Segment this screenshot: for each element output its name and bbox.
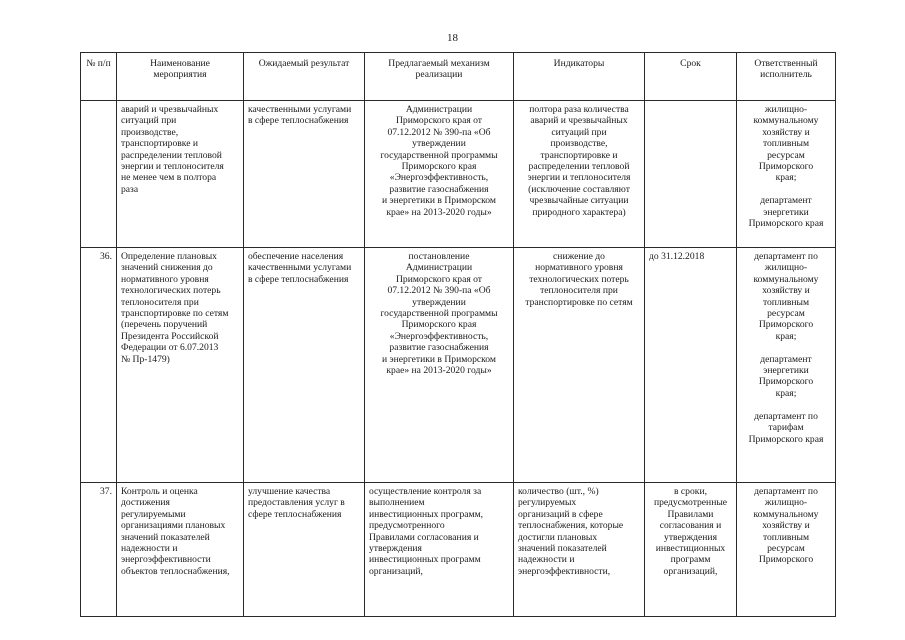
header-mechanism: Предлагаемый механизм реализации [365, 53, 514, 101]
row-responsible: департамент по жилищно- коммунальному хозяйству и топливным ресурсам Приморского [737, 483, 836, 617]
row-responsible: жилищно- коммунальному хозяйству и топливным ресурсам Приморского края; департамент энергетики Приморского края [737, 101, 836, 248]
row-mechanism: Администрации Приморского края от 07.12.2012 № 390-па «Об утверждении государственной программы Приморского края «Энергоэффективность, развитие газоснабжения и энергетики в Приморском крае» на 2013-2020 годы» [365, 101, 514, 248]
table-row [81, 483, 836, 617]
row-indicators: снижение до нормативного уровня технологических потерь теплоносителя при транспортировке по сетям [514, 248, 645, 483]
row-result: улучшение качества предоставления услуг в сфере теплоснабжения [244, 483, 365, 617]
header-result: Ожидаемый результат [244, 53, 365, 101]
row-responsible: департамент по жилищно- коммунальному хозяйству и топливным ресурсам Приморского края; департамент энергетики Приморского края; департамент по тарифам Приморского края [737, 248, 836, 483]
row-deadline: в сроки, предусмотренные Правилами согласования и утверждения инвестиционных программ организаций, [645, 483, 737, 617]
row-result: обеспечение населения качественными услугами в сфере теплоснабжения [244, 248, 365, 483]
row-name: аварий и чрезвычайных ситуаций при производстве, транспортировке и распределении тепловой энергии и теплоносителя не менее чем в полтора раза [117, 101, 244, 248]
table-header-row [81, 53, 836, 101]
measures-table [80, 52, 836, 617]
row-name: Определение плановых значений снижения до нормативного уровня технологических потерь теплоносителя при транспортировке по сетям (перечень поручений Президента Российской Федерации от 6.07.2013 № Пр-1479) [117, 248, 244, 483]
row-deadline: до 31.12.2018 [645, 248, 737, 483]
row-mechanism: осуществление контроля за выполнением инвестиционных программ, предусмотренного Правилами согласования и утверждения инвестиционных программ организаций, [365, 483, 514, 617]
table-row [81, 248, 836, 483]
row-name: Контроль и оценка достижения регулируемыми организациями плановых значений показателей надежности и энергоэффективности объектов теплоснабжения, [117, 483, 244, 617]
header-name: Наименование мероприятия [117, 53, 244, 101]
row-number: 37. [81, 483, 117, 617]
row-indicators: полтора раза количества аварий и чрезвычайных ситуаций при производстве, транспортировке и распределении тепловой энергии и теплоносителя (исключение составляют чрезвычайные ситуации природного характера) [514, 101, 645, 248]
table-row [81, 101, 836, 248]
header-indicators: Индикаторы [514, 53, 645, 101]
row-result: качественными услугами в сфере теплоснабжения [244, 101, 365, 248]
header-responsible: Ответственный исполнитель [737, 53, 836, 101]
row-number [81, 101, 117, 248]
row-number: 36. [81, 248, 117, 483]
row-indicators: количество (шт., %) регулируемых организаций в сфере теплоснабжения, которые достигли плановых значений показателей надежности и энергоэффективности, [514, 483, 645, 617]
header-number: № п/п [81, 53, 117, 101]
row-deadline [645, 101, 737, 248]
page-number: 18 [447, 32, 458, 44]
header-deadline: Срок [645, 53, 737, 101]
row-mechanism: постановление Администрации Приморского края от 07.12.2012 № 390-па «Об утверждении государственной программы Приморского края «Энергоэффективность, развитие газоснабжения и энергетики в Приморском крае» на 2013-2020 годы» [365, 248, 514, 483]
